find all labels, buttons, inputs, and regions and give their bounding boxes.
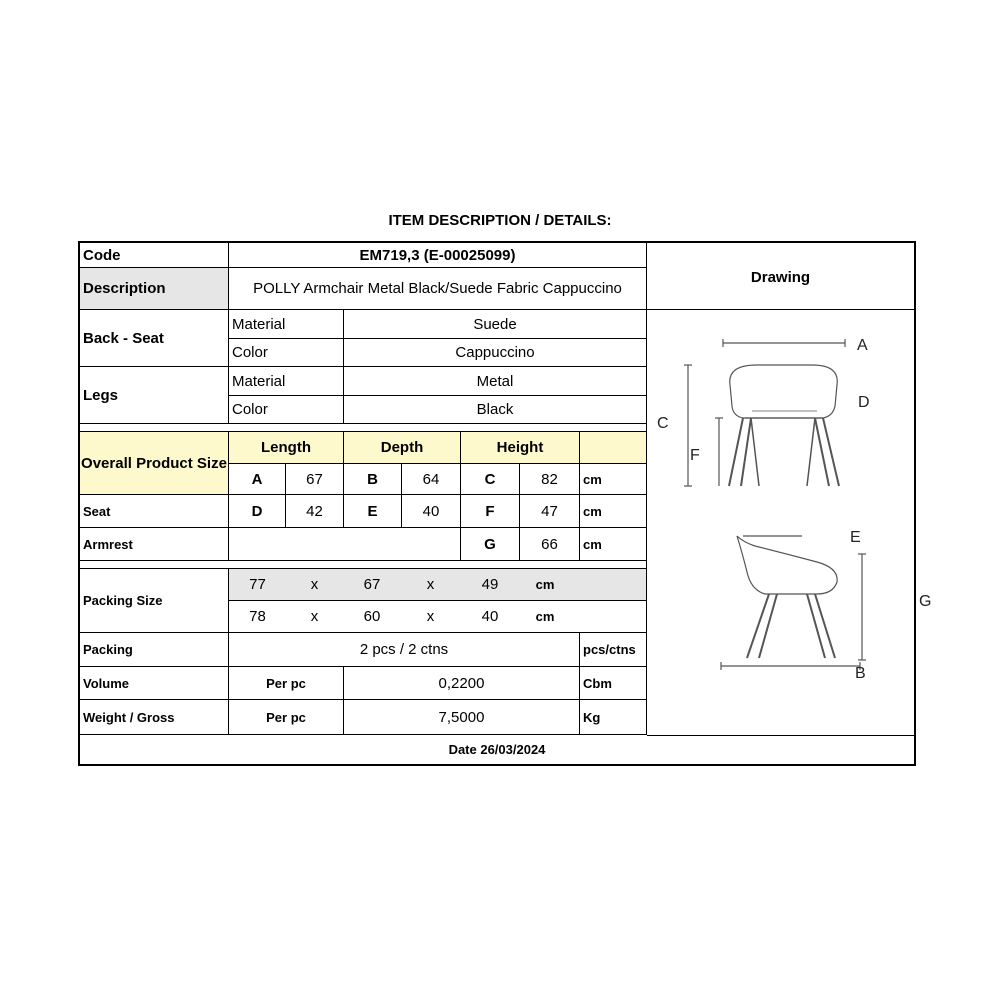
chair-drawing xyxy=(647,310,932,736)
dim-f-letter: F xyxy=(461,495,520,528)
pack1-x1: x xyxy=(310,576,319,593)
packing-label: Packing xyxy=(80,633,229,667)
back-seat-label: Back - Seat xyxy=(80,310,229,367)
volume-value: 0,2200 xyxy=(344,667,580,700)
back-seat-material-label: Material xyxy=(229,310,344,339)
packing-size-row-2 xyxy=(229,601,647,633)
dim-e-value: 40 xyxy=(402,495,461,528)
description-label: Description xyxy=(80,268,229,310)
pack1-height: 49 xyxy=(481,576,499,593)
volume-unit: Cbm xyxy=(580,667,647,700)
volume-per: Per pc xyxy=(229,667,344,700)
packing-value: 2 pcs / 2 ctns xyxy=(229,633,580,667)
dim-d-letter: D xyxy=(229,495,286,528)
drawing-letter-a: A xyxy=(857,337,868,354)
armrest-label: Armrest xyxy=(80,528,229,561)
drawing-letter-e: E xyxy=(850,529,861,546)
dim-e-letter: E xyxy=(344,495,402,528)
drawing-letter-f: F xyxy=(690,447,700,464)
armrest-empty xyxy=(229,528,461,561)
dim-b-value: 64 xyxy=(402,464,461,495)
back-seat-color-label: Color xyxy=(229,339,344,367)
page-title: ITEM DESCRIPTION / DETAILS: xyxy=(388,212,612,229)
pack1-length: 77 xyxy=(249,576,266,593)
legs-material-value: Metal xyxy=(344,367,647,396)
dim-a-value: 67 xyxy=(286,464,344,495)
chair-drawing-svg xyxy=(647,310,932,735)
dim-g-value: 66 xyxy=(520,528,580,561)
spacer-row xyxy=(80,424,647,432)
packing-size-label: Packing Size xyxy=(80,569,229,633)
dim-d-value: 42 xyxy=(286,495,344,528)
drawing-letter-c: C xyxy=(657,415,669,432)
dim-b-letter: B xyxy=(344,464,402,495)
length-header: Length xyxy=(229,432,344,464)
packing-unit: pcs/ctns xyxy=(580,633,647,667)
pack2-width: 60 xyxy=(363,608,381,625)
height-header: Height xyxy=(461,432,580,464)
legs-label: Legs xyxy=(80,367,229,424)
packing-size-row-1 xyxy=(229,569,647,601)
drawing-letter-g: G xyxy=(919,593,932,610)
depth-header: Depth xyxy=(344,432,461,464)
code-label: Code xyxy=(80,243,229,268)
drawing-letter-d: D xyxy=(858,394,870,411)
drawing-letter-b: B xyxy=(855,665,866,682)
legs-material-label: Material xyxy=(229,367,344,396)
armrest-unit: cm xyxy=(580,528,647,561)
weight-per: Per pc xyxy=(229,700,344,735)
weight-label: Weight / Gross xyxy=(80,700,229,735)
pack2-x2: x xyxy=(426,608,435,625)
pack2-unit: cm xyxy=(535,609,555,624)
pack2-x1: x xyxy=(310,608,319,625)
dim-f-value: 47 xyxy=(520,495,580,528)
description-value: POLLY Armchair Metal Black/Suede Fabric Cappuccino xyxy=(229,268,647,310)
pack2-height: 40 xyxy=(481,608,499,625)
seat-label: Seat xyxy=(80,495,229,528)
drawing-label: Drawing xyxy=(647,243,914,310)
back-seat-material-value: Suede xyxy=(344,310,647,339)
dim-a-letter: A xyxy=(229,464,286,495)
legs-color-value: Black xyxy=(344,396,647,424)
pack2-length: 78 xyxy=(249,608,266,625)
overall-unit: cm xyxy=(580,464,647,495)
pack1-unit: cm xyxy=(535,577,555,592)
dim-c-value: 82 xyxy=(520,464,580,495)
overall-size-label: Overall Product Size xyxy=(80,432,229,495)
pack1-x2: x xyxy=(426,576,435,593)
seat-unit: cm xyxy=(580,495,647,528)
spec-table xyxy=(78,241,932,766)
volume-label: Volume xyxy=(80,667,229,700)
code-value: EM719,3 (E-00025099) xyxy=(229,243,647,268)
weight-unit: Kg xyxy=(580,700,647,735)
back-seat-color-value: Cappuccino xyxy=(344,339,647,367)
weight-value: 7,5000 xyxy=(344,700,580,735)
date: Date 26/03/2024 xyxy=(448,742,546,757)
legs-color-label: Color xyxy=(229,396,344,424)
dim-g-letter: G xyxy=(461,528,520,561)
unit-header xyxy=(580,432,647,464)
dim-c-letter: C xyxy=(461,464,520,495)
spacer-row xyxy=(80,561,647,569)
pack1-width: 67 xyxy=(363,576,381,593)
